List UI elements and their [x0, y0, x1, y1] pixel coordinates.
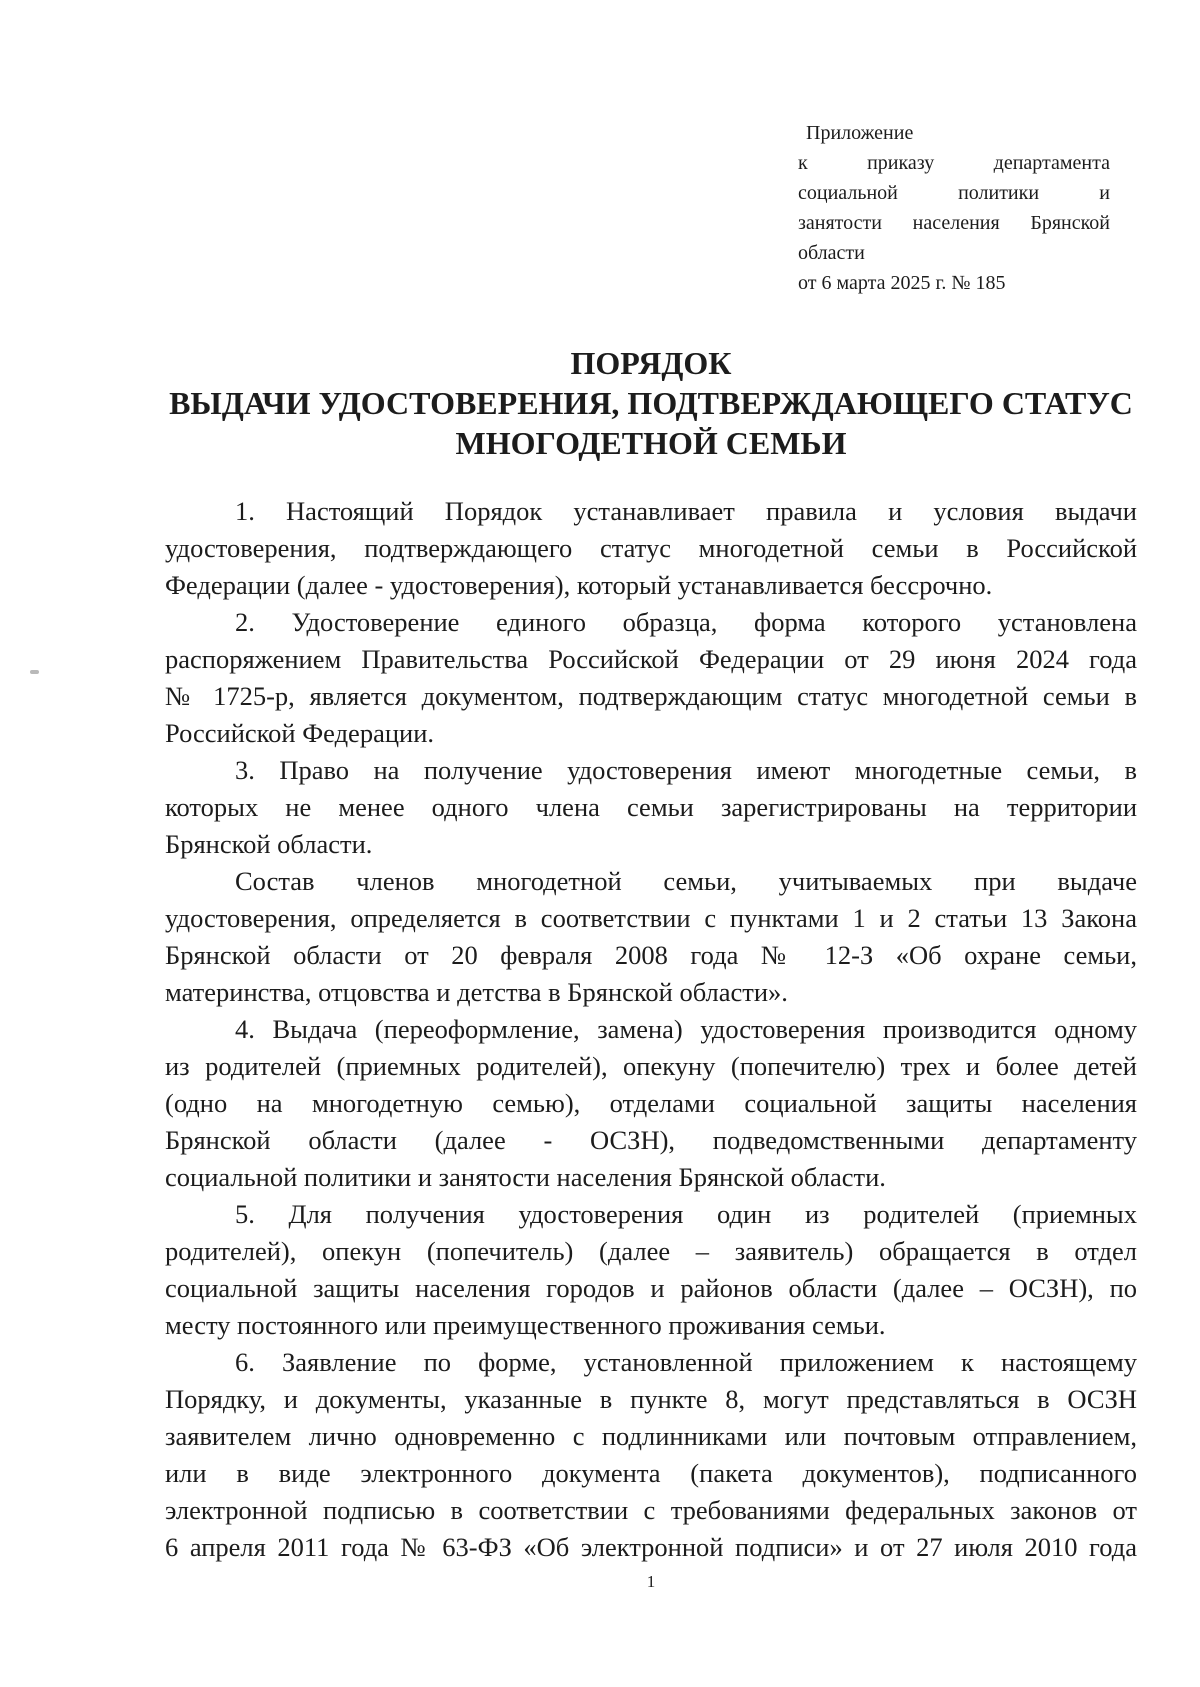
paragraph-line: Федерации (далее - удостоверения), который устанавливается бессрочно.: [165, 570, 993, 600]
paragraph: [165, 1196, 1137, 1344]
paragraph: [165, 752, 1137, 863]
appendix-header-line: к приказу департамента: [798, 152, 1110, 174]
paragraph-line: Брянской области.: [165, 829, 373, 859]
appendix-header-line: занятости населения Брянской: [798, 212, 1110, 234]
paragraph-line: которых не менее одного члена семьи зарегистрированы на территории: [165, 792, 1137, 822]
appendix-header-line: социальной политики и: [798, 182, 1110, 204]
paragraph-line: 2. Удостоверение единого образца, форма которого установлена: [235, 607, 1137, 637]
paragraph-line: удостоверения, подтверждающего статус многодетной семьи в Российской: [165, 533, 1137, 563]
paragraph-line: 4. Выдача (переоформление, замена) удостоверения производится одному: [235, 1014, 1137, 1044]
appendix-header: [798, 118, 1110, 298]
paragraph: [165, 493, 1137, 604]
appendix-header-line: Приложение: [806, 122, 914, 144]
paragraph-line: 6 апреля 2011 года № 63-ФЗ «Об электронной подписи» и от 27 июля 2010 года: [165, 1532, 1137, 1562]
document-body: [165, 493, 1137, 1566]
paragraph-line: 6. Заявление по форме, установленной приложением к настоящему: [235, 1347, 1137, 1377]
document-title: [165, 343, 1137, 463]
paragraph-line: из родителей (приемных родителей), опекуну (попечителю) трех и более детей: [165, 1051, 1137, 1081]
paragraph-line: (одно на многодетную семью), отделами социальной защиты населения: [165, 1088, 1137, 1118]
appendix-header-line: от 6 марта 2025 г. № 185: [798, 272, 1006, 294]
paragraph-line: 3. Право на получение удостоверения имеют многодетные семьи, в: [235, 755, 1137, 785]
paragraph: [165, 1344, 1137, 1566]
paragraph-line: Брянской области (далее - ОСЗН), подведомственными департаменту: [165, 1125, 1137, 1155]
paragraph-line: материнства, отцовства и детства в Брянской области».: [165, 977, 788, 1007]
paragraph-line: социальной защиты населения городов и районов области (далее – ОСЗН), по: [165, 1273, 1137, 1303]
paragraph: [165, 1011, 1137, 1196]
document-title-line: ВЫДАЧИ УДОСТОВЕРЕНИЯ, ПОДТВЕРЖДАЮЩЕГО СТАТУС: [169, 385, 1133, 421]
paragraph-line: Брянской области от 20 февраля 2008 года № 12-З «Об охране семьи,: [165, 940, 1137, 970]
paragraph-line: удостоверения, определяется в соответствии с пунктами 1 и 2 статьи 13 Закона: [165, 903, 1137, 933]
paragraph-line: или в виде электронного документа (пакета документов), подписанного: [165, 1458, 1137, 1488]
paragraph-line: № 1725-р, является документом, подтверждающим статус многодетной семьи в: [165, 681, 1137, 711]
paragraph-line: 1. Настоящий Порядок устанавливает правила и условия выдачи: [235, 496, 1137, 526]
paragraph: [165, 863, 1137, 1011]
paragraph-line: электронной подписью в соответствии с требованиями федеральных законов от: [165, 1495, 1137, 1525]
document-title-line: МНОГОДЕТНОЙ СЕМЬИ: [455, 425, 847, 461]
appendix-header-line: области: [798, 242, 865, 264]
paragraph-line: месту постоянного или преимущественного проживания семьи.: [165, 1310, 886, 1340]
paragraph-line: социальной политики и занятости населения Брянской области.: [165, 1162, 886, 1192]
paragraph-line: родителей), опекун (попечитель) (далее – заявитель) обращается в отдел: [165, 1236, 1137, 1266]
paragraph-line: Состав членов многодетной семьи, учитываемых при выдаче: [235, 866, 1137, 896]
paragraph-line: Российской Федерации.: [165, 718, 434, 748]
document-title-line: ПОРЯДОК: [570, 345, 732, 381]
paragraph-line: заявителем лично одновременно с подлинниками или почтовым отправлением,: [165, 1421, 1137, 1451]
paragraph: [165, 604, 1137, 752]
paragraph-line: 5. Для получения удостоверения один из родителей (приемных: [235, 1199, 1137, 1229]
page-number: 1: [646, 1572, 656, 1591]
paragraph-line: распоряжением Правительства Российской Федерации от 29 июня 2024 года: [165, 644, 1137, 674]
paragraph-line: Порядку, и документы, указанные в пункте 8, могут представляться в ОСЗН: [165, 1384, 1137, 1414]
scan-artifact-mark: [30, 670, 39, 674]
